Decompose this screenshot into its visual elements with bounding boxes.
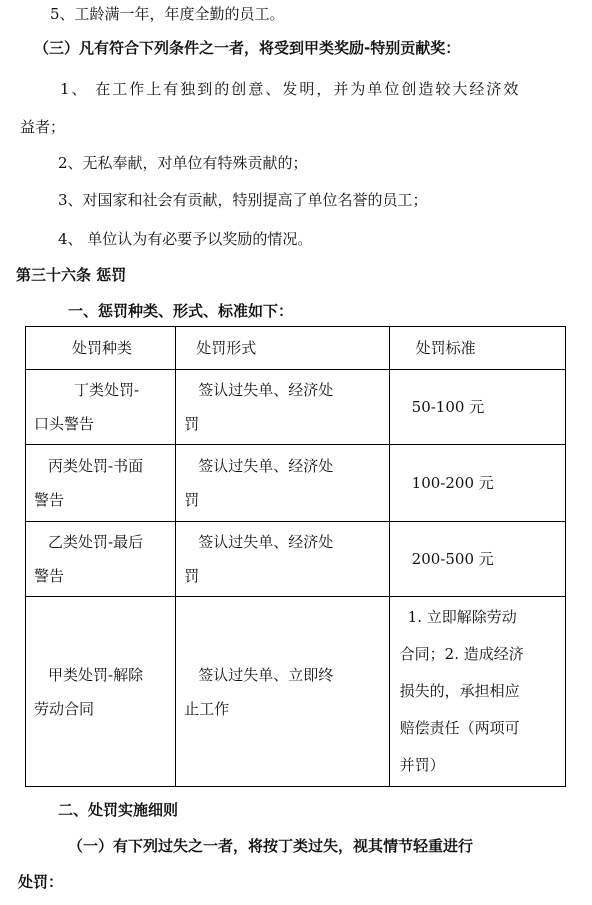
header-cell-form: 处罚形式 bbox=[176, 327, 389, 370]
table-cell-type: 丙类处罚-书面 警告 bbox=[26, 445, 176, 522]
table-row bbox=[26, 597, 566, 787]
list-item-3: 3、对国家和社会有贡献，特别提高了单位名誉的员工； bbox=[58, 191, 428, 209]
list-item-4: 4、 单位认为有必要予以奖励的情况。 bbox=[58, 230, 313, 248]
table-cell-standard: 200-500 元 bbox=[389, 522, 565, 597]
subsection-item-1-line2: 处罚： bbox=[18, 873, 64, 891]
subsection-item-1-line1: （一）有下列过失之一者，将按丁类过失，视其情节轻重进行 bbox=[68, 837, 474, 855]
section-heading-3: （三）凡有符合下列条件之一者，将受到甲类奖励-特别贡献奖： bbox=[34, 39, 461, 57]
header-cell-type: 处罚种类 bbox=[26, 327, 176, 370]
table-cell-standard: 1. 立即解除劳动 合同；2. 造成经济 损失的，承担相应 赔偿责任（两项可 并罚） bbox=[389, 597, 565, 787]
header-cell-standard: 处罚标准 bbox=[389, 327, 565, 370]
table-cell-form: 签认过失单、经济处 罚 bbox=[176, 445, 389, 522]
table-row bbox=[26, 522, 566, 597]
table-cell-standard: 100-200 元 bbox=[389, 445, 565, 522]
penalty-table bbox=[25, 326, 566, 787]
table-row bbox=[26, 445, 566, 522]
list-item-1-line2: 益者； bbox=[20, 118, 66, 136]
table-cell-form: 签认过失单、经济处 罚 bbox=[176, 370, 389, 445]
table-cell-type: 甲类处罚-解除 劳动合同 bbox=[26, 597, 176, 787]
table-cell-standard: 50-100 元 bbox=[389, 370, 565, 445]
list-item-1-line1: 1、 在工作上有独到的创意、发明，并为单位创造较大经济效 bbox=[60, 80, 521, 98]
list-item-5: 5、工龄满一年，年度全勤的员工。 bbox=[50, 5, 285, 23]
table-cell-form: 签认过失单、经济处 罚 bbox=[176, 522, 389, 597]
article-heading: 第三十六条 惩罚 bbox=[16, 266, 127, 284]
list-item-2: 2、无私奉献，对单位有特殊贡献的； bbox=[58, 154, 308, 172]
table-header-row bbox=[26, 327, 566, 370]
table-cell-type: 丁类处罚- 口头警告 bbox=[26, 370, 176, 445]
subsection-heading-1: 一、惩罚种类、形式、标准如下： bbox=[68, 302, 294, 320]
table-cell-form: 签认过失单、立即终 止工作 bbox=[176, 597, 389, 787]
table-row bbox=[26, 370, 566, 445]
subsection-heading-2: 二、处罚实施细则 bbox=[58, 801, 179, 819]
table-cell-type: 乙类处罚-最后 警告 bbox=[26, 522, 176, 597]
